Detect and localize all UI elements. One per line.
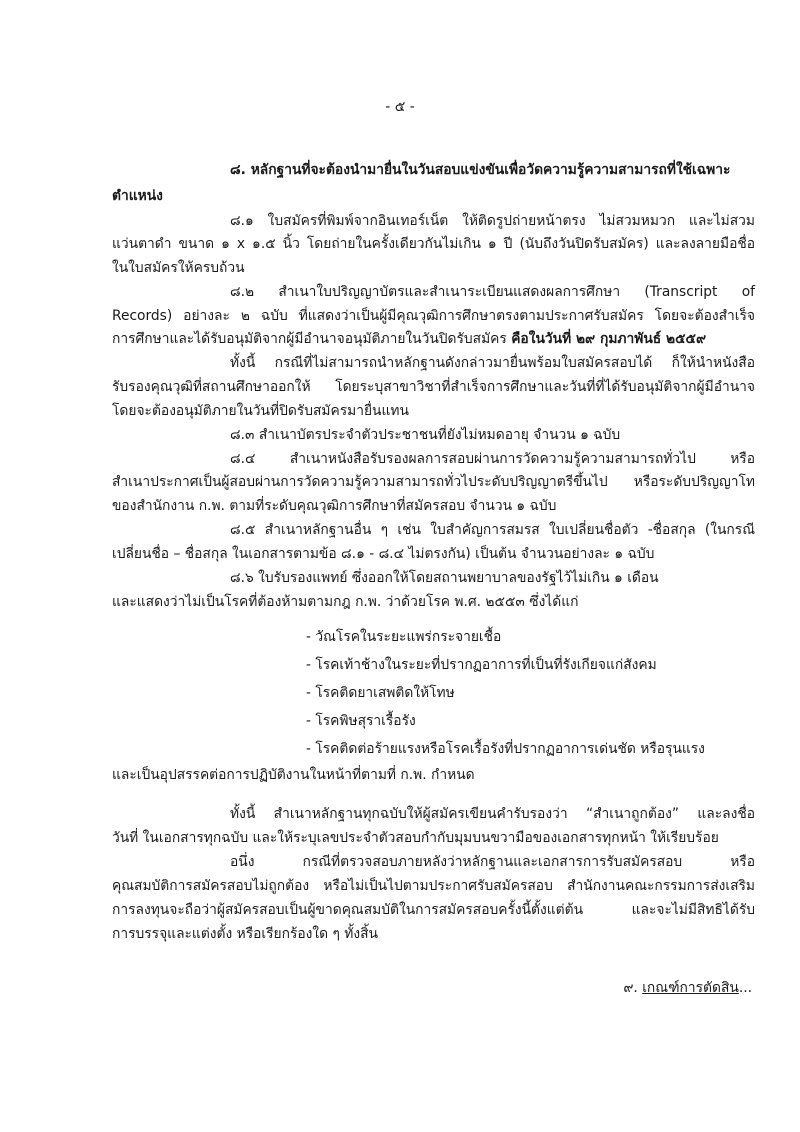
- next-section-footer: [623, 978, 752, 998]
- paragraph-line: การลงทุนจะถือว่าผู้สมัครสอบเป็นผู้ขาดคุณสมบัติในการสมัครสอบครั้งนี้ตั้งแต่ต้น และจะไม่มีสิทธิได้รับ: [112, 902, 755, 918]
- paragraph-line: สำเนาประกาศเป็นผู้สอบผ่านการวัดความรู้ความสามารถทั่วไประดับปริญญาตรีขึ้นไป หรือระดับปริญญาโท: [112, 474, 755, 490]
- next-section-number: ๙.: [623, 980, 643, 996]
- paragraph-line: [112, 329, 706, 349]
- paragraph-line: ๘.๒ สำเนาใบปริญญาบัตรและสำเนาระเบียนแสดงผลการศึกษา (Transcript of: [230, 284, 755, 300]
- list-item: - โรคติดยาเสพติดให้โทษ: [306, 685, 455, 701]
- list-item: - โรคติดต่อร้ายแรงหรือโรคเรื้อรังที่ปรากฏอาการเด่นชัด หรือรุนแรง: [306, 741, 705, 757]
- page-number: - ๕ -: [385, 99, 415, 115]
- paragraph-line: การบรรจุและแต่งตั้ง หรือเรียกร้องใด ๆ ทั้งสิ้น: [112, 926, 378, 942]
- paragraph-line: ทั้งนี้ สำเนาหลักฐานทุกฉบับให้ผู้สมัครเขียนคำรับรองว่า “สำเนาถูกต้อง” และลงชื่อ: [230, 806, 755, 822]
- paragraph-line: ของสำนักงาน ก.พ. ตามที่ระดับคุณวุฒิการศึกษาที่สมัครสอบ จำนวน ๑ ฉบับ: [112, 498, 557, 514]
- paragraph-line: ๘.๕ สำเนาหลักฐานอื่น ๆ เช่น ใบสำคัญการสมรส ใบเปลี่ยนชื่อตัว -ชื่อสกุล (ในกรณี: [230, 522, 755, 538]
- paragraph-line: และเป็นอุปสรรคต่อการปฏิบัติงานในหน้าที่ตามที่ ก.พ. กำหนด: [112, 767, 475, 783]
- paragraph-line: ๘.๔ สำเนาหนังสือรับรองผลการสอบผ่านการวัดความรู้ความสามารถทั่วไป หรือ: [230, 451, 755, 467]
- paragraph-line: ๘.๑ ใบสมัครที่พิมพ์จากอินเทอร์เน็ต ให้ติดรูปถ่ายหน้าตรง ไม่สวมหมวก และไม่สวม: [230, 213, 755, 229]
- list-item: - วัณโรคในระยะแพร่กระจายเชื้อ: [306, 629, 502, 645]
- paragraph-line: คุณสมบัติการสมัครสอบไม่ถูกต้อง หรือไม่เป็นไปตามประกาศรับสมัครสอบ สำนักงานคณะกรรมการส่งเสริม: [112, 878, 755, 894]
- paragraph-line: ๘.๖ ใบรับรองแพทย์ ซึ่งออกให้โดยสถานพยาบาลของรัฐไว้ไม่เกิน ๑ เดือน: [230, 570, 659, 586]
- list-item: - โรคเท้าช้างในระยะที่ปรากฏอาการที่เป็นที่รังเกียจแก่สังคม: [306, 657, 657, 673]
- paragraph-line: อนึ่ง กรณีที่ตรวจสอบภายหลังว่าหลักฐานและเอกสารการรับสมัครสอบ หรือ: [230, 854, 755, 870]
- section-heading: ๘. หลักฐานที่จะต้องนำมายื่นในวันสอบแข่งขันเพื่อวัดความรู้ความสามารถที่ใช้เฉพาะ: [230, 162, 731, 178]
- paragraph-line: เปลี่ยนชื่อ – ชื่อสกุล ในเอกสารตามข้อ ๘.๑ - ๘.๔ ไม่ตรงกัน) เป็นต้น จำนวนอย่างละ ๑ ฉบับ: [112, 546, 655, 562]
- paragraph-line: ทั้งนี้ กรณีที่ไม่สามารถนำหลักฐานดังกล่าวมายื่นพร้อมใบสมัครสอบได้ ก็ให้นำหนังสือ: [230, 355, 755, 371]
- next-section-title: เกณฑ์การตัดสิน: [642, 980, 739, 996]
- paragraph-line: โดยจะต้องอนุมัติภายในวันที่ปิดรับสมัครมายื่นแทน: [112, 403, 409, 419]
- list-item: - โรคพิษสุราเรื้อรัง: [306, 713, 416, 729]
- paragraph-line: Records) อย่างละ ๒ ฉบับ ที่แสดงว่าเป็นผู้มีคุณวุฒิการศึกษาตรงตามประกาศรับสมัคร โดยจะต้องสำเร็จ: [112, 308, 755, 324]
- paragraph-line: ในใบสมัครให้ครบถ้วน: [112, 260, 245, 276]
- paragraph-line: แว่นตาดำ ขนาด ๑ x ๑.๕ นิ้ว โดยถ่ายในครั้งเดียวกันไม่เกิน ๑ ปี (นับถึงวันปิดรับสมัคร) และลงลายมือชื่อ: [112, 236, 755, 252]
- paragraph-line: ๘.๓ สำเนาบัตรประจำตัวประชาชนที่ยังไม่หมดอายุ จำนวน ๑ ฉบับ: [230, 427, 621, 443]
- section-heading-cont: ตำแหน่ง: [112, 188, 163, 204]
- paragraph-text: การศึกษาและได้รับอนุมัติจากผู้มีอำนาจอนุมัติภายในวันปิดรับสมัคร: [112, 331, 512, 347]
- ellipsis: ...: [738, 980, 752, 996]
- paragraph-line: วันที่ ในเอกสารทุกฉบับ และให้ระบุเลขประจำตัวสอบกำกับมุมบนขวามือของเอกสารทุกหน้า ให้เรียบร้อย: [112, 830, 719, 846]
- paragraph-line: รับรองคุณวุฒิที่สถานศึกษาออกให้ โดยระบุสาขาวิชาที่สำเร็จการศึกษาและวันที่ที่ได้รับอนุมัติจากผู้มีอำนาจ: [112, 379, 755, 395]
- paragraph-line: และแสดงว่าไม่เป็นโรคที่ต้องห้ามตามกฎ ก.พ. ว่าด้วยโรค พ.ศ. ๒๕๕๓ ซึ่งได้แก่: [112, 594, 579, 610]
- deadline-date: คือในวันที่ ๒๙ กุมภาพันธ์ ๒๕๕๙: [511, 331, 707, 347]
